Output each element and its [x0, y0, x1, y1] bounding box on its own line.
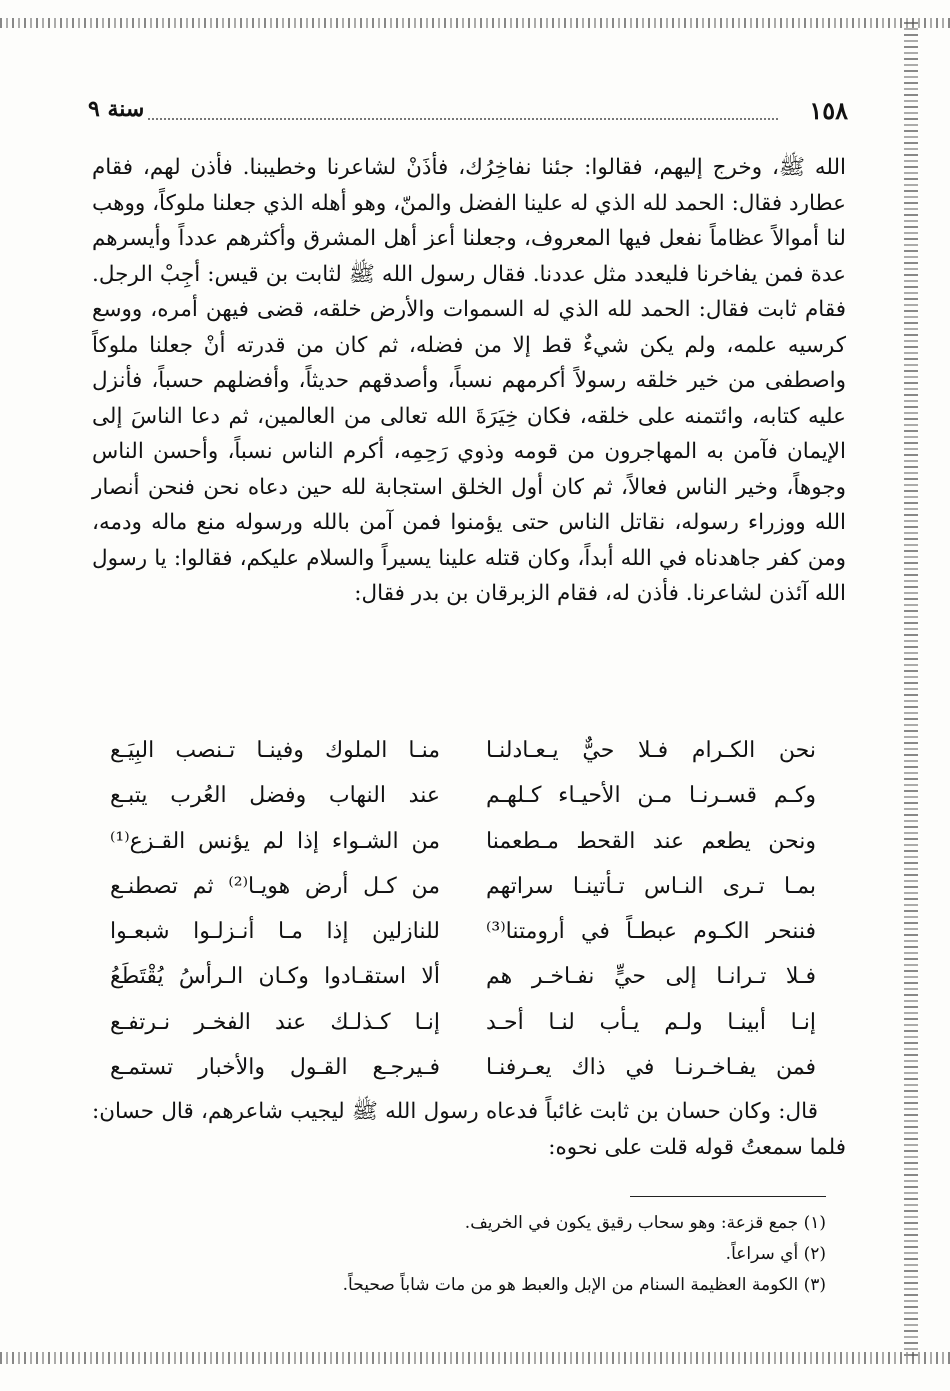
verse-second-half: من الشـواء إذا لم يؤنس القـزع⁽¹⁾ — [110, 828, 440, 854]
verse-second-half: منـا الملوك وفينـا تـنصب البِيَـع — [110, 738, 440, 763]
poem — [110, 728, 816, 1090]
verse-second-half: للنازلين إذا مـا أنـزلـوا شبعـوا — [110, 919, 440, 945]
page-border-top — [0, 18, 950, 28]
poem-verse — [110, 954, 816, 999]
verse-first-half: فمن يفـاخـرنـا في ذاك يعـرفنـا — [486, 1055, 816, 1081]
footnote: (٣) الكومة العظيمة السنام من الإبل والعبط هو من مات شاباً صحيحاً. — [342, 1275, 826, 1295]
verse-first-half: فـلا تـرانـا إلى حيٍّ نفـاخـر هم — [486, 964, 816, 990]
poem-verse — [110, 728, 816, 773]
poem-verse — [110, 1045, 816, 1090]
verse-first-half: ونحن يطعم عند القحط مـطعمنا — [486, 828, 816, 854]
footnotes — [300, 1208, 826, 1301]
footnote-separator — [630, 1196, 826, 1197]
footnote: (٢) أي سراعاً. — [725, 1244, 826, 1264]
running-header — [88, 96, 848, 130]
poem-verse — [110, 864, 816, 909]
running-title: سنة ٩ — [88, 96, 145, 122]
main-text — [92, 150, 846, 612]
verse-first-half: بمـا تـرى النـاس تـأتينـا سراتهم — [486, 873, 816, 899]
poem-verse — [110, 909, 816, 954]
closing-paragraph: قال: وكان حسان بن ثابت غائباً فدعاه رسول الله ﷺ ليجيب شاعرهم، قال حسان: فلما سمعتُ قوله قلت على نحوه: — [92, 1099, 846, 1160]
verse-second-half: من كـل أرض هويـا⁽²⁾ ثم تصطنـع — [110, 873, 440, 899]
page-border-bottom — [0, 1352, 950, 1364]
verse-first-half: وكـم قسـرنـا مـن الأحيـاء كـلهـم — [486, 783, 816, 809]
footnote: (١) جمع قزعة: وهو سحاب رقيق يكون في الخريف. — [464, 1213, 826, 1233]
verse-second-half: إنـا كـذلـك عند الفخـر نـرتفـع — [110, 1009, 440, 1035]
body-paragraph: الله ﷺ، وخرج إليهم، فقالوا: جئنا نفاخِرُك، فأذَنْ لشاعرنا وخطيبنا. فأذن لهم، فقام عطارد فقال: الحمد لله الذي له علينا الفضل والمنّ، وهو أهله الذي جعلنا ملوكاً، ووهب لنا أموالاً عظاماً نفعل فيها المعروف، وجعلنا أعز أهل المشرق وأكثرهم عدداً وأيسرهم عدة فمن يفاخرنا فليعدد مثل عددنا. فقال رسول الله ﷺ لثابت بن قيس: أجِبْ الرجل. فقام ثابت فقال: الحمد لله الذي له السموات والأرض خلقه، قضى فيهن أمره، ووسع كرسيه علمه، ولم يكن شيءٌ قط إلا من فضله، ثم كان من قدرته أنْ جعلنا ملوكاً واصطفى من خير خلقه رسولاً أكرمهم نسباً، وأصدقهم حديثاً، وأفضلهم حسباً، فأنزل عليه كتابه، وائتمنه على خلقه، فكان خِيَرَةَ الله تعالى من العالمين، ثم دعا الناسَ إلى الإيمان فآمن به المهاجرون من قومه وذوي رَحِمِه، أكرم الناس نسباً، وأحسن الناس وجوهاً، وخير الناس فعالاً، ثم كان أول الخلق استجابة لله حين دعاه نحن فنحن أنصار الله ووزراء رسوله، نقاتل الناس حتى يؤمنوا فمن آمن بالله ورسوله منع ماله ودمه، ومن كفر جاهدناه في الله أبداً، وكان قتله علينا يسيراً والسلام عليكم، فقالوا: يا رسول الله آئذن لشاعرنا. فأذن له، فقام الزبرقان بن بدر فقال: — [92, 155, 846, 606]
verse-second-half: عند النهاب وفضل العُرب يتبـع — [110, 783, 440, 809]
verse-first-half: فننحر الكـوم عبطـاً في أرومتنا⁽³⁾ — [486, 919, 816, 945]
verse-second-half: فـيرجـع القـول والأخبار تستمـع — [110, 1055, 440, 1081]
poem-verse — [110, 773, 816, 818]
verse-first-half: نحن الكـرام فـلا حيٌّ يـعـادلنـا — [486, 738, 816, 763]
page-number: ١٥٨ — [809, 96, 848, 125]
poem-verse — [110, 1000, 816, 1045]
verse-first-half: إنـا أبينـا ولـم يـأب لنـا أحـد — [486, 1009, 816, 1035]
verse-second-half: ألا استقـادوا وكـان الـرأسُ يُقْتَطَعُ — [110, 964, 440, 990]
page-border-side — [904, 22, 918, 1360]
poem-verse — [110, 819, 816, 864]
header-dotted-rule — [148, 118, 778, 120]
